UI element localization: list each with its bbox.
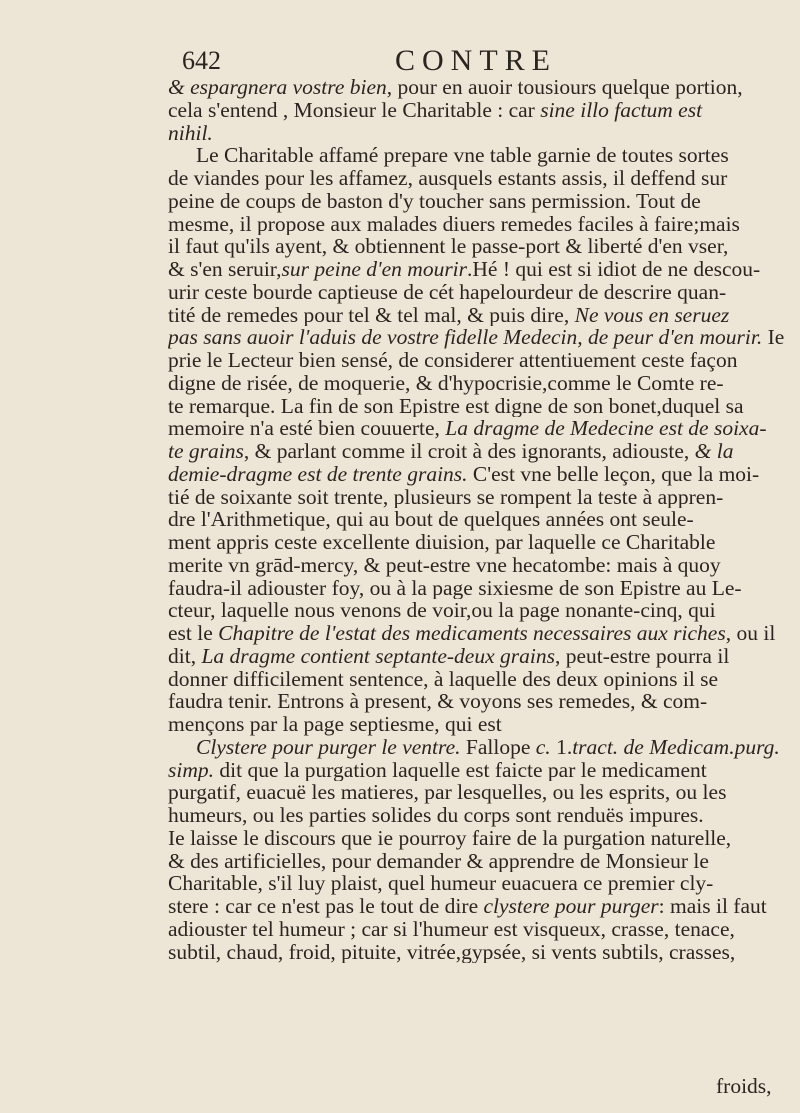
text-segment: digne de risée, de moquerie, & d'hypocrisie,comme le Comte re- (168, 371, 724, 395)
text-line (168, 668, 796, 691)
italic-text-segment: La dragme contient septante-deux grains (201, 644, 555, 668)
text-line (168, 941, 796, 964)
text-line (168, 622, 796, 645)
italic-text-segment: sine illo factum est (540, 98, 703, 122)
text-line (168, 258, 796, 281)
text-segment: , ou il (725, 622, 776, 645)
text-line (168, 759, 796, 782)
text-segment: merite vn grād-mercy, & peut-estre vne hecatombe: mais à quoy (168, 553, 721, 577)
text-segment: : mais il faut (658, 895, 767, 918)
text-line (168, 827, 796, 850)
text-line (168, 304, 796, 327)
text-segment: subtil, chaud, froid, pituite, vitrée,gypsée, si vents subtils, crasses, (168, 940, 736, 964)
text-segment: est le (168, 622, 219, 645)
running-title: CONTRE (395, 44, 557, 77)
text-line (168, 440, 796, 463)
text-line (168, 508, 796, 531)
text-segment: Fallope (460, 735, 536, 759)
text-line (168, 144, 796, 167)
italic-text-segment: & la (694, 440, 734, 463)
text-segment: peine de coups de baston d'y toucher sans permission. Tout de (168, 189, 701, 213)
text-segment: purgatif, euacuë les matieres, par lesquelles, ou les esprits, ou les (168, 781, 727, 804)
text-segment: tié de soixante soit trente, plusieurs se rompent la teste à appren- (168, 485, 724, 509)
text-segment: adiouster tel humeur ; car si l'humeur est visqueux, crasse, tenace, (168, 917, 735, 941)
text-segment: & s'en seruir, (168, 258, 282, 281)
text-segment: & des artificielles, pour demander & apprendre de Monsieur le (168, 849, 709, 873)
text-line (168, 349, 796, 372)
text-segment: dre l'Arithmetique, qui au bout de quelques années ont seule- (168, 508, 694, 531)
text-segment: dit, (168, 644, 202, 668)
text-line (168, 577, 796, 600)
text-segment: donner difficilement sentence, à laquelle des deux opinions il se (168, 667, 719, 691)
text-line (168, 417, 796, 440)
italic-text-segment: & espargnera vostre bien (168, 76, 387, 99)
catchword: froids, (716, 1074, 772, 1098)
text-line (168, 531, 796, 554)
text-segment: .Hé ! qui est si idiot de ne descou- (467, 258, 761, 281)
body-text (168, 76, 796, 963)
text-segment: te remarque. La fin de son Epistre est digne de son bonet,duquel sa (168, 394, 744, 418)
text-segment: dit que la purgation laquelle est faicte par le medicament (214, 758, 707, 782)
text-segment: cela s'entend , Monsieur le Charitable : car (168, 98, 541, 122)
text-segment: faudra tenir. Entrons à present, & voyons ses remedes, & com- (168, 690, 708, 713)
text-line (168, 850, 796, 873)
italic-text-segment: Ne vous en seruez (574, 303, 730, 327)
text-line (168, 804, 796, 827)
text-segment: il faut qu'ils ayent, & obtiennent le passe-port & liberté d'en vser, (168, 235, 729, 258)
italic-text-segment: nihil. (168, 121, 213, 145)
text-line (168, 918, 796, 941)
text-segment: stere : car ce n'est pas le tout de dire (168, 895, 484, 918)
italic-text-segment: simp. (168, 758, 214, 782)
text-line (168, 781, 796, 804)
text-segment: Ie (762, 326, 785, 349)
text-segment: ment appris ceste excellente diuision, par laquelle ce Charitable (168, 531, 716, 554)
text-segment: mesme, il propose aux malades diuers remedes faciles à faire;mais (168, 212, 740, 236)
text-line (168, 736, 796, 759)
italic-text-segment: pas sans auoir l'aduis de vostre fidelle Medecin, de peur d'en mourir. (168, 326, 763, 349)
text-segment: prie le Lecteur bien sensé, de considerer attentiuement ceste façon (168, 349, 738, 372)
text-line (168, 190, 796, 213)
text-segment: cteur, laquelle nous venons de voir,ou la page nonante-cinq, qui (168, 599, 716, 622)
text-line (168, 554, 796, 577)
text-line (168, 895, 796, 918)
text-line (168, 372, 796, 395)
italic-text-segment: sur peine d'en mourir (281, 258, 468, 281)
text-segment: Le Charitable affamé prepare vne table garnie de toutes sortes (196, 144, 729, 167)
text-line (168, 645, 796, 668)
italic-text-segment: c. (535, 735, 551, 759)
italic-text-segment: Clystere pour purger le ventre. (196, 735, 461, 759)
italic-text-segment: Chapitre de l'estat des medicaments necessaires aux riches (218, 622, 726, 645)
text-segment: faudra-il adiouster foy, ou à la page sixiesme de son Epistre au Le- (168, 576, 742, 600)
text-line (168, 486, 796, 509)
text-line (168, 713, 796, 736)
text-segment: tité de remedes pour tel & tel mal, & puis dire, (168, 303, 575, 327)
text-segment: urir ceste bourde captieuse de cét hapelourdeur de descrire quan- (168, 280, 727, 304)
text-line (168, 463, 796, 486)
italic-text-segment: demie-dragme est de trente grains. (168, 462, 468, 486)
page-header (0, 44, 800, 76)
text-segment: , pour en auoir tousiours quelque portion, (386, 76, 743, 99)
italic-text-segment: La dragme de Medecine est de soixa- (445, 417, 767, 440)
text-line (168, 599, 796, 622)
text-segment: de viandes pour les affamez, ausquels estants assis, il deffend sur (168, 167, 728, 190)
text-segment: memoire n'a esté bien couuerte, (168, 417, 446, 440)
text-segment: humeurs, ou les parties solides du corps sont renduës impures. (168, 804, 704, 827)
text-segment: Ie laisse le discours que ie pourroy faire de la purgation naturelle, (168, 826, 732, 850)
text-line (168, 213, 796, 236)
text-segment: 1. (550, 735, 573, 759)
text-line (168, 235, 796, 258)
text-line (168, 281, 796, 304)
text-line (168, 326, 796, 349)
text-line (168, 690, 796, 713)
page-number: 642 (182, 46, 221, 75)
italic-text-segment: tract. de Medicam.purg. (572, 735, 780, 759)
text-segment: , & parlant comme il croit à des ignorants, adiouste, (243, 440, 695, 463)
text-line (168, 872, 796, 895)
italic-text-segment: te grains (168, 440, 244, 463)
text-segment: Charitable, s'il luy plaist, quel humeur euacuera ce premier cly- (168, 872, 714, 895)
text-line (168, 395, 796, 418)
text-segment: , peut-estre pourra il (554, 644, 730, 668)
text-line (168, 122, 796, 145)
text-segment: mençons par la page septiesme, qui est (168, 713, 502, 736)
italic-text-segment: clystere pour purger (483, 895, 659, 918)
text-line (168, 99, 796, 122)
text-line (168, 76, 796, 99)
text-line (168, 167, 796, 190)
text-segment: C'est vne belle leçon, que la moi- (467, 462, 760, 486)
